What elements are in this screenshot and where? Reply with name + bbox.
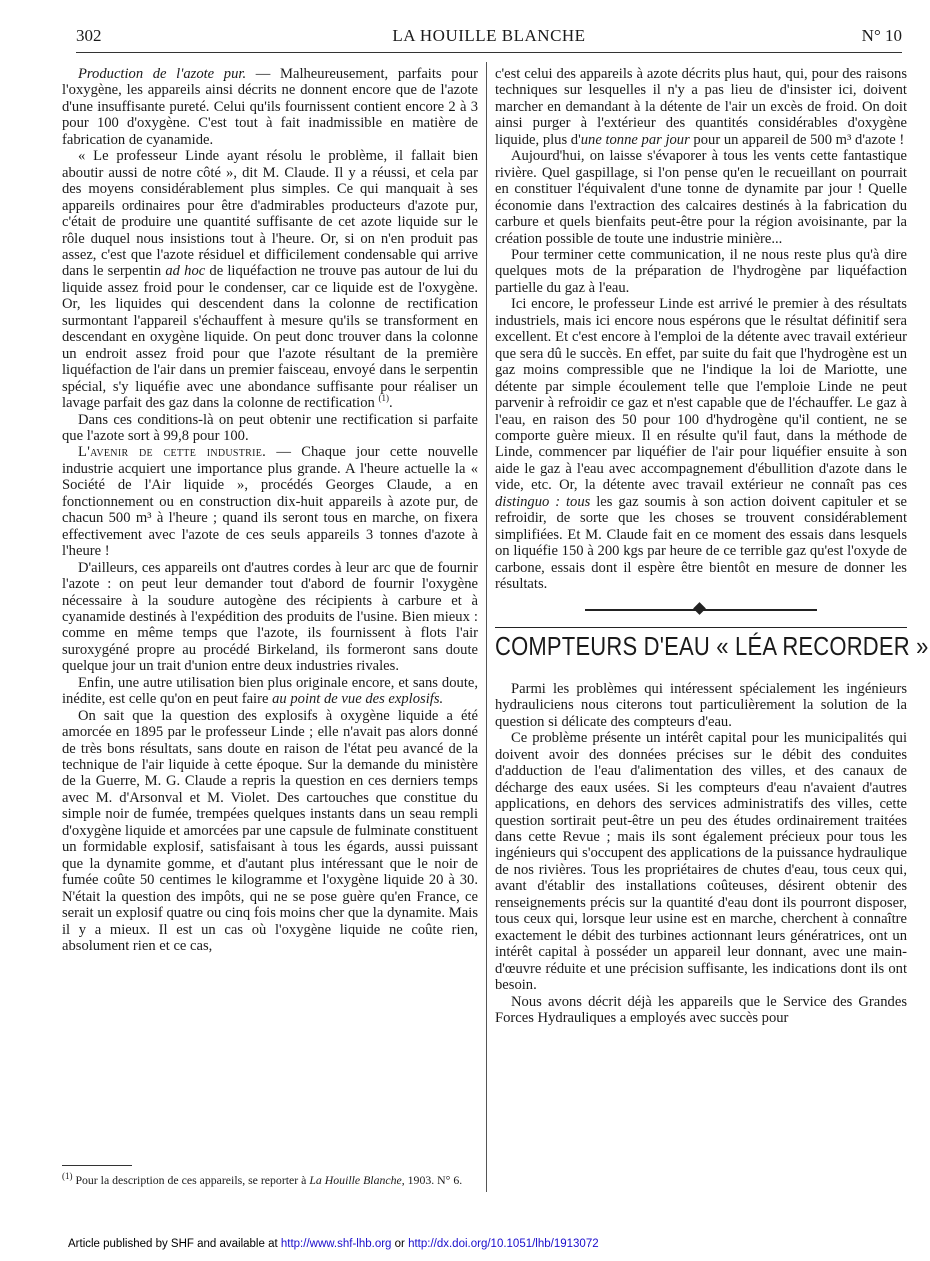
paragraph: Production de l'azote pur. — Malheureusement, parfaits pour l'oxygène, les appareils ainsi décrits ne donnent encore que de l'azote d'une insuffisante pureté. Celui qu'ils fournissent contient encore 2 à 3 pour 100 d'oxygène. C'est tout à fait inadmissible en matière de fabrication de cyanamide. (62, 66, 478, 148)
publisher-credit: Article published by SHF and available at http://www.shf-lhb.org or http://dx.doi.org/10.1051/lhb/1913072 (68, 1238, 599, 1250)
section-title: COMPTEURS D'EAU « LÉA RECORDER » (495, 631, 929, 661)
paragraph: Nous avons décrit déjà les appareils que le Service des Grandes Forces Hydrauliques a employés avec succès pour (495, 993, 907, 1027)
footnote: $^{(1)}$ Pour la description de ces appareils, se reporter à La Houille Blanche, 1903. N° 6. (62, 1171, 463, 1187)
doi-link[interactable]: http://dx.doi.org/10.1051/lhb/1913072 (408, 1238, 599, 1250)
paragraph: L'avenir de cette industrie. — Chaque jour cette nouvelle industrie acquiert une importance plus grande. A l'heure actuelle la « Société de l'Air liquide », procédés Georges Claude, a en fonctionnement ou en construction dix-huit appareils à azote pur, de chacun 500 m³ à l'heure ; quand ils seront tous en marche, on fixera effectivement avec l'azote de ces seuls appareils 3 tonnes d'azote à l'heure ! (62, 444, 478, 560)
left-column (62, 66, 478, 954)
header-rule (76, 52, 902, 53)
paragraph: Enfin, une autre utilisation bien plus originale encore, et sans doute, inédite, est celle qu'on en peut faire au point de vue des explosifs. (62, 674, 478, 708)
issue-number: N° 10 (861, 26, 902, 45)
run-in-heading: L'avenir de cette industrie. (78, 444, 267, 461)
paragraph: D'ailleurs, ces appareils ont d'autres cordes à leur arc que de fournir l'azote : on peut leur demander tout d'abord de fournir l'oxygène nécessaire à la soudure autogène des récipients à carbure et à cyanamide destinés à l'expédition des produits de l'usine. Bien mieux : comme en même temps que l'azote, ils fournissent à flots l'air suroxygéné propre au procédé Birkeland, ils formeront sans doute quelque jour un trait d'union entre deux industries rivales. (62, 559, 478, 675)
paragraph: Dans ces conditions-là on peut obtenir une rectification si parfaite que l'azote sort à 99,8 pour 100. (62, 411, 478, 444)
paragraph: Ce problème présente un intérêt capital pour les municipalités qui doivent avoir des données précises sur le débit des conduites d'adduction de l'eau d'alimentation des villes, et des canaux de décharge des eaux usées. Si les compteurs d'eau n'avaient d'autres applications, en dehors des services administratifs des villes, cette question sortirait peut-être un peu des études ordinairement traitées dans cette Revue ; mais ils sont également précieux pour tous les ingénieurs qui s'occupent des applications de la puissance hydraulique de nos rivières. Tous les propriétaires de chutes d'eau, tous ceux qui, avant d'établir des installations coûteuses, désirent obtenir des renseignements précis sur la quantité d'eau dont ils pourront disposer, tous ceux qui, lorsque leur usine est en marche, cherchent à connaître exactement le débit des turbines actionnant leurs génératrices, ont un intérêt capital à posséder un appareil leur donnant, avec une main-d'œuvre réduite et une précision suffisante, les indications dont ils ont besoin. (495, 730, 907, 994)
footnote-ref: (1) (378, 393, 389, 404)
column-divider (486, 62, 487, 1192)
section-rule (495, 627, 907, 628)
right-column (495, 66, 929, 1027)
paragraph: On sait que la question des explosifs à oxygène liquide a été amorcée en 1895 par le professeur Linde ; elle n'avait pas alors donné de très bons résultats, sans doute en raison de l'état peu avancé de la technique de l'air liquide à cette époque. Sur la demande du ministère de la Guerre, M. G. Claude a repris la question en ces derniers temps avec M. d'Arsonval et M. Violet. Des cartouches que constitue du simple noir de fumée, trempées quelques instants dans un seau rempli d'oxygène liquide et amorcées par une capsule de fulminate constituent un formidable explosif, satisfaisant à tous les égards, aussi puissant que la dynamite gomme, et d'autant plus intéressant que le noir de fumée coûte 50 centimes le kilogramme et l'oxygène liquide 20 à 30. N'était la question des impôts, qui ne se pose guère qu'en France, ce serait un explosif quatre ou cinq fois moins cher que la dynamite. Mais il y a mieux. Il est un cas où l'oxygène liquide ne coûte rien, absolument rien et ce cas, (62, 707, 478, 955)
page-number: 302 (76, 26, 102, 45)
footnote-rule (62, 1165, 132, 1166)
paragraph: Pour terminer cette communication, il ne nous reste plus qu'à dire quelques mots de la préparation de l'hydrogène par liquéfaction partielle du gaz à l'eau. (495, 246, 907, 296)
paragraph: Parmi les problèmes qui intéressent spécialement les ingénieurs hydrauliciens nous citerons tout particulièrement la solution de la question si délicate des compteurs d'eau. (495, 680, 907, 730)
section-ornament (495, 599, 907, 621)
paragraph: c'est celui des appareils à azote décrits plus haut, qui, pour des raisons techniques sur lesquelles il n'y a pas lieu de d'insister ici, doivent marcher en demandant à la détente de l'air un excès de froid. On doit ainsi purger à l'extérieur des quantités considérables d'oxygène liquide, plus d'une tonne par jour pour un appareil de 500 m³ d'azote ! (495, 66, 907, 148)
footnote-marker: (1) (62, 1171, 73, 1182)
paragraph: « Le professeur Linde ayant résolu le problème, il fallait bien aboutir aussi de notre côté », dit M. Claude. Il y a réussi, et cela par des moyens considérablement plus simples. Ce qui manquait à ses appareils ordinaires pour être d'admirables producteurs d'azote pur, c'était de produire une quantité suffisante de cet azote liquide sur le rôle duquel nous insistions tout à l'heure. Or, si on n'en produit pas assez, c'est que l'azote résiduel et difficilement condensable qui arrive dans le serpentin ad hoc de liquéfaction ne trouve pas autour de lui du liquide assez froid pour le condenser, car ce liquide est de l'oxygène. Or, les liquides qui descendent dans la colonne de rectification surmontant l'appareil s'échauffent à mesure qu'ils se transforment en descendant en oxygène liquide. On peut donc trouver dans la colonne un endroit assez froid pour que l'azote résultant de la première liquéfaction de l'air dans un premier faisceau, envoyé dans le serpentin spécial, s'y liquéfie avec une abondance suffisante pour réaliser un lavage parfait des gaz dans la colonne de rectification $^{(1)}$. (62, 148, 478, 412)
paragraph: Aujourd'hui, on laisse s'évaporer à tous les vents cette fantastique rivière. Quel gaspillage, si l'on pense qu'en le recueillant on pourrait en constituer l'équivalent d'une tonne de dynamite par jour ! Quelle économie dans l'extraction des calcaires destinés à la fabrication du carbure et quels bienfaits peut-être pour la région avoisinante, par la création possible de toute une industrie minière... (495, 148, 907, 247)
shf-link[interactable]: http://www.shf-lhb.org (280, 1238, 392, 1250)
ornament-diamond-icon (693, 602, 706, 615)
paragraph: Ici encore, le professeur Linde est arrivé le premier à des résultats industriels, mais ici encore nous espérons que le résultat définitif sera excellent. Et c'est encore à l'emploi de la détente avec travail extérieur que sera dû le succès. En effet, par suite du fait que l'hydrogène est un gaz moins compressible que ne l'indique la loi de Mariotte, une détente par simple écoulement telle que l'emploie Linde ne peut parvenir à refroidir ce gaz et n'est capable que de l'échauffer. Le gaz à l'eau, en raison des 50 pour 100 d'hydrogène qu'il contient, ne se comporte guère mieux. Il en résulte qu'il faut, dans la méthode de Linde, commencer par liquéfier de l'air pour liquéfier ensuite à son aide le gaz à l'eau avec accompagnement d'ébullition d'azote dans le vide, etc. Or, la détente avec travail extérieur ne connaît pas ces distinguo : tous les gaz soumis à son action doivent capituler et se refroidir, de sorte que les choses se trouvent considérablement simplifiées. Et M. Claude fait en ce moment des essais dans lesquels on liquéfie 150 à 200 kgs par heure de ce terrible gaz qu'est l'oxyde de carbone, essais dont il espère être bientôt en mesure de donner les résultats. (495, 296, 907, 593)
running-header (76, 26, 902, 48)
run-in-heading: Production de l'azote pur. (78, 66, 247, 82)
journal-title: LA HOUILLE BLANCHE (392, 26, 586, 45)
